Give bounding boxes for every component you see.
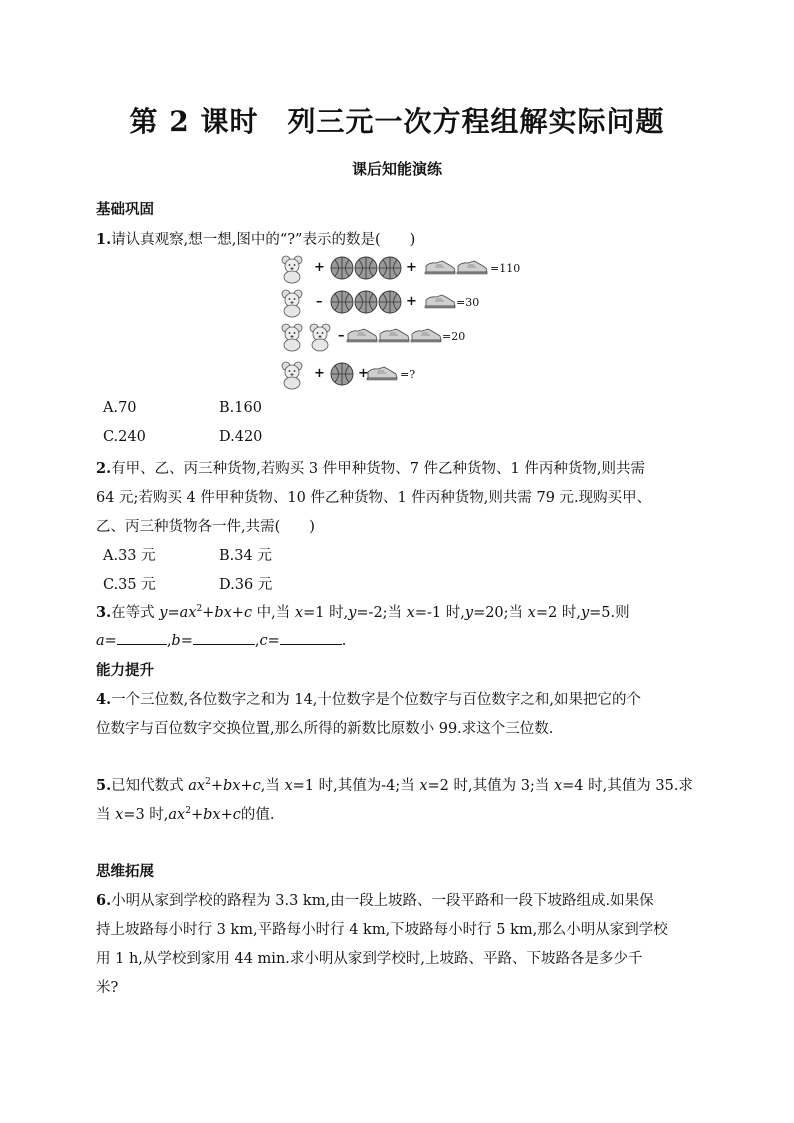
- term-bx: bx: [214, 605, 232, 621]
- text: 中,当: [252, 605, 295, 621]
- var-x: x: [527, 605, 536, 621]
- text: ,当: [260, 778, 285, 794]
- equation-result: =?: [400, 368, 416, 381]
- teddy-bear-icon: [282, 290, 302, 317]
- sneaker-icon: [367, 367, 397, 380]
- operator: +: [406, 260, 417, 275]
- var-y: y: [348, 605, 357, 621]
- text: =: [167, 605, 180, 621]
- term-bx: bx: [203, 807, 221, 823]
- sneaker-icon: [347, 329, 377, 342]
- text: ,: [254, 633, 260, 649]
- question-3-line-1: [96, 601, 630, 622]
- text: +: [202, 605, 215, 621]
- question-2-line-1: [96, 457, 645, 478]
- text: =: [104, 633, 117, 649]
- var-x: x: [553, 778, 563, 794]
- basketball-icon: [331, 257, 353, 279]
- text: =1 时,: [303, 605, 349, 621]
- option-c[interactable]: C.240: [103, 429, 146, 445]
- question-6-line-2: 持上坡路每小时行 3 km,平路每小时行 4 km,下坡路每小时行 5 km,那么小明从家到学校: [96, 922, 668, 938]
- teddy-bear-icon: [282, 324, 302, 351]
- section-extend: 思维拓展: [96, 863, 154, 880]
- answer-blank-a[interactable]: [117, 630, 167, 645]
- text: +: [190, 807, 204, 823]
- teddy-bear-icon: [282, 362, 302, 389]
- equation-result: =20: [442, 330, 466, 343]
- basketball-icon: [331, 291, 353, 313]
- question-text: 请认真观察,想一想,图中的“?”表示的数是( ): [111, 232, 416, 248]
- page-subtitle: 课后知能演练: [351, 160, 442, 178]
- section-basic: 基础巩固: [96, 201, 154, 218]
- option-a[interactable]: A.70: [103, 400, 137, 416]
- question-6-line-1: [96, 889, 654, 910]
- option-c[interactable]: C.35 元: [103, 577, 156, 593]
- operator: –: [338, 328, 345, 343]
- equation-result: =30: [456, 296, 480, 309]
- question-6-line-3: 用 1 h,从学校到家用 44 min.求小明从家到学校时,上坡路、平路、下坡路各是多少千: [96, 951, 643, 967]
- sneaker-icon: [457, 261, 487, 274]
- exponent: 2: [196, 604, 203, 615]
- text: =3 时,: [123, 807, 169, 823]
- answer-blank-b[interactable]: [193, 630, 255, 645]
- var-a: a: [96, 633, 105, 649]
- var-b: b: [171, 633, 181, 649]
- question-number: 6.: [96, 892, 112, 909]
- operator: +: [358, 366, 369, 381]
- text: =: [267, 633, 280, 649]
- var-y: y: [580, 605, 590, 621]
- puzzle-figure: [278, 250, 538, 390]
- question-number: 2.: [96, 460, 112, 477]
- term-ax: ax: [179, 605, 197, 621]
- question-2-line-3: 乙、丙三种货物各一件,共需( ): [96, 519, 315, 535]
- term-bx: bx: [222, 778, 241, 794]
- var-x: x: [294, 605, 304, 621]
- text: +: [210, 778, 223, 794]
- var-y: y: [159, 605, 168, 621]
- operator: –: [316, 294, 323, 309]
- question-4-line-2: 位数字与百位数字交换位置,那么所得的新数比原数小 99.求这个三位数.: [96, 721, 554, 737]
- basketball-icon: [379, 257, 401, 279]
- operator: +: [314, 260, 325, 275]
- term-ax: ax: [188, 778, 206, 794]
- question-1: [96, 228, 415, 249]
- var-x: x: [406, 605, 415, 621]
- option-d[interactable]: D.36 元: [219, 577, 273, 593]
- operator: +: [406, 294, 417, 309]
- term-c: c: [232, 807, 241, 823]
- text: =2 时,其值为 3;当: [427, 778, 554, 794]
- text: +: [240, 778, 253, 794]
- option-b[interactable]: B.34 元: [219, 548, 272, 564]
- question-text: 有甲、乙、丙三种货物,若购买 3 件甲种货物、7 件乙种货物、1 件丙种货物,则共需: [111, 461, 645, 477]
- exponent: 2: [205, 777, 211, 788]
- sneaker-icon: [425, 295, 455, 308]
- teddy-bear-icon: [310, 324, 330, 351]
- text: +: [220, 807, 233, 823]
- text: 已知代数式: [111, 778, 189, 794]
- text: +: [231, 605, 244, 621]
- option-d[interactable]: D.420: [219, 429, 263, 445]
- basketball-icon: [331, 363, 353, 385]
- question-number: 4.: [96, 691, 112, 708]
- question-6-line-4: 米?: [96, 980, 119, 996]
- sneaker-icon: [379, 329, 409, 342]
- basketball-icon: [355, 257, 377, 279]
- var-c: c: [259, 633, 268, 649]
- text: 的值.: [240, 807, 275, 823]
- term-c: c: [252, 778, 261, 794]
- var-x: x: [284, 778, 293, 794]
- option-a[interactable]: A.33 元: [103, 548, 156, 564]
- sneaker-icon: [425, 261, 455, 274]
- question-number: 3.: [96, 604, 112, 621]
- var-y: y: [464, 605, 474, 621]
- basketball-icon: [355, 291, 377, 313]
- sneaker-icon: [411, 329, 441, 342]
- question-text: 一个三位数,各位数字之和为 14,十位数字是个位数字与百位数字之和,如果把它的个: [111, 692, 642, 708]
- term-ax: ax: [168, 807, 186, 823]
- teddy-bear-icon: [282, 256, 302, 283]
- question-text: 小明从家到学校的路程为 3.3 km,由一段上坡路、一段平路和一段下坡路组成.如果保: [111, 893, 654, 909]
- text: =2 时,: [535, 605, 581, 621]
- question-number: 5.: [96, 777, 112, 794]
- text: =: [180, 633, 193, 649]
- var-x: x: [419, 778, 428, 794]
- text: =-1 时,: [414, 605, 465, 621]
- term-c: c: [243, 605, 253, 621]
- text: =1 时,其值为-4;当: [292, 778, 420, 794]
- question-4-line-1: [96, 688, 641, 709]
- text: =4 时,其值为 35.求: [562, 778, 693, 794]
- operator: +: [314, 366, 325, 381]
- var-x: x: [115, 807, 124, 823]
- text: =20;当: [473, 605, 528, 621]
- section-ability: 能力提升: [96, 662, 154, 679]
- text: 在等式: [111, 605, 160, 621]
- text: =5.则: [589, 605, 630, 621]
- text: 当: [96, 807, 116, 823]
- option-b[interactable]: B.160: [219, 400, 262, 416]
- question-2-line-2: 64 元;若购买 4 件甲种货物、10 件乙种货物、1 件丙种货物,则共需 79 元.现购买甲、: [96, 490, 652, 506]
- question-5-line-2: [96, 803, 274, 824]
- text: =-2;当: [356, 605, 407, 621]
- question-5-line-1: [96, 774, 693, 795]
- page-title: 第 2 课时 列三元一次方程组解实际问题: [129, 105, 665, 138]
- equation-result: =110: [490, 262, 521, 275]
- text: ,: [166, 633, 172, 649]
- question-3-line-2: [96, 630, 346, 649]
- exponent: 2: [185, 806, 191, 817]
- basketball-icon: [379, 291, 401, 313]
- question-number: 1.: [96, 231, 112, 248]
- answer-blank-c[interactable]: [280, 630, 342, 645]
- text: .: [341, 633, 347, 649]
